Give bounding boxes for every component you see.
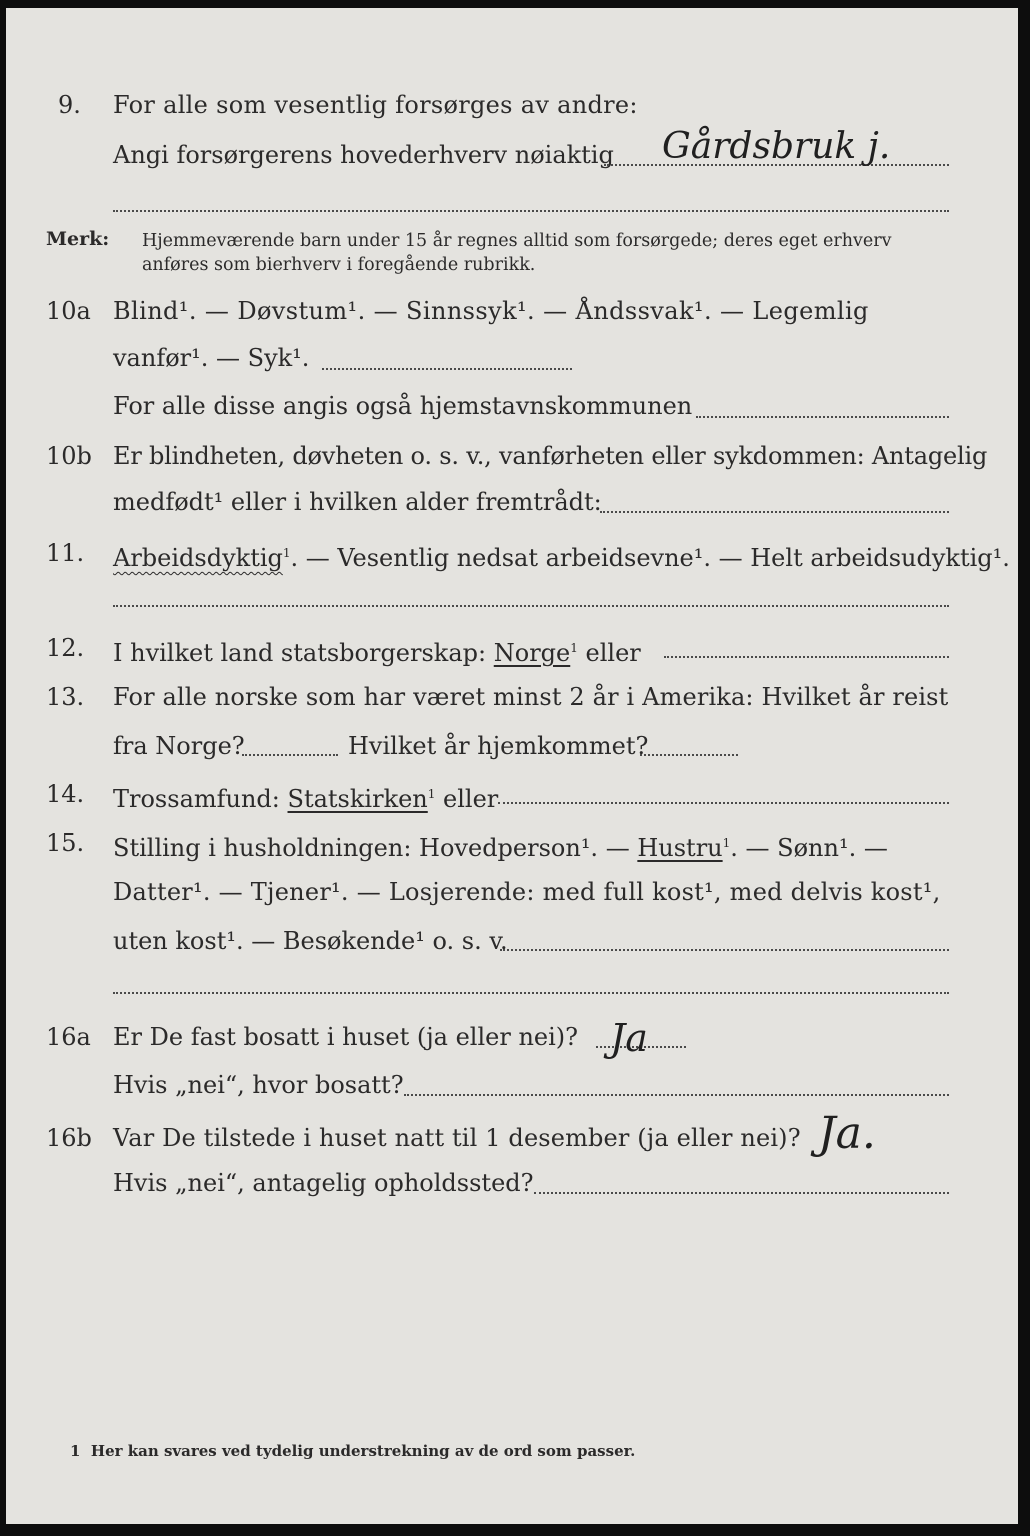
q10b-answer-line [600,511,949,513]
q12-number: 12. [46,634,85,662]
q9-answer-suffix: j. [867,126,891,167]
q10b-line1: Er blindheten, døvheten o. s. v., vanførheten eller sykdommen: Antagelig [113,442,988,470]
q16a-number: 16a [46,1023,91,1051]
q13-number: 13. [46,683,85,711]
q13-hjemkommet-line [640,754,738,756]
q14-answer-line [498,802,949,804]
q11-extra-line [113,605,949,607]
merk-line2: anføres som bierhverv i foregående rubrikk. [142,255,536,275]
q9-handwritten-answer[interactable] [662,126,890,167]
census-form-page [6,8,1018,1524]
q12-text: I hvilket land statsborgerskap: [113,639,487,667]
q11-line [113,538,1010,573]
q9-line1: For alle som vesentlig forsørges av andre: [113,91,638,119]
merk-line1: Hjemmeværende barn under 15 år regnes alltid som forsørgede; deres eget erhverv [142,231,892,251]
q9-extra-line [113,210,949,212]
q16b-line2: Hvis „nei“, antagelig opholdssted? [113,1169,534,1197]
q14-option-statskirken[interactable]: Statskirken [287,785,428,813]
q15-option-hustru[interactable]: Hustru [637,834,723,862]
q10a-line1: Blind¹. — Døvstum¹. — Sinnssyk¹. — Åndssvak¹. — Legemlig [113,297,869,325]
q14-footnote-mark: 1 [427,787,436,801]
q16a-bosatt-line [404,1094,949,1096]
q10b-line2: medfødt¹ eller i hvilken alder fremtrådt: [113,488,602,516]
q15-answer-line [500,949,949,951]
q11-footnote-mark: 1 [282,546,291,560]
q15-number: 15. [46,829,85,857]
q13-reist-line [242,754,338,756]
q14-tail: eller [443,785,499,813]
q9-answer-text: Gårdsbruk [662,126,868,167]
q16b-opholdssted-line [534,1192,949,1194]
q10a-syk-line [322,368,572,370]
q12-footnote-mark: 1 [570,641,578,655]
q15-extra-line [113,992,949,994]
q9-number: 9. [58,91,81,119]
footnote [70,1442,635,1460]
q12-line [113,633,641,668]
q14-text: Trossamfund: [113,785,280,813]
q16b-line1: Var De tilstede i huset natt til 1 desember (ja eller nei)? [113,1124,801,1152]
q16b-handwritten-answer[interactable]: Ja. [818,1108,876,1159]
q13-line2a: fra Norge? [113,732,245,760]
q13-line1: For alle norske som har været minst 2 år i Amerika: Hvilket år reist [113,683,949,711]
q10a-hjemstavn-line [696,416,949,418]
q9-line2: Angi forsørgerens hovederhverv nøiaktig [113,141,614,169]
q10a-line3: For alle disse angis også hjemstavnskommunen [113,392,693,420]
q15-line1-start: Stilling i husholdningen: Hovedperson¹. — [113,834,630,862]
q16a-line1: Er De fast bosatt i huset (ja eller nei)? [113,1023,579,1051]
q11-rest: . — Vesentlig nedsat arbeidsevne¹. — Helt arbeidsudyktig¹. [290,544,1010,572]
q15-line1 [113,828,888,863]
q10b-number: 10b [46,442,92,470]
q12-answer-line [664,656,949,658]
q16b-number: 16b [46,1124,92,1152]
q15-line1-end: . — Sønn¹. — [730,834,888,862]
q12-option-norge[interactable]: Norge [493,639,571,667]
q15-line2: Datter¹. — Tjener¹. — Losjerende: med full kost¹, med delvis kost¹, [113,878,941,906]
merk-label: Merk: [46,228,110,250]
q15-line3: uten kost¹. — Besøkende¹ o. s. v. [113,927,508,955]
q13-line2b: Hvilket år hjemkommet? [348,732,649,760]
footnote-mark: 1 [70,1442,81,1460]
q14-line [113,779,498,814]
q16a-handwritten-answer[interactable]: Ja [610,1016,648,1060]
q10a-line2: vanfør¹. — Syk¹. [113,344,310,372]
q12-tail: eller [585,639,641,667]
q14-number: 14. [46,780,85,808]
q15-footnote-mark: 1 [722,836,731,850]
q16a-line2: Hvis „nei“, hvor bosatt? [113,1071,404,1099]
q11-option-arbeidsdyktig[interactable]: Arbeidsdyktig [113,544,283,572]
footnote-text: Her kan svares ved tydelig understrekning av de ord som passer. [90,1442,636,1460]
q10a-number: 10a [46,297,91,325]
q11-number: 11. [46,539,85,567]
